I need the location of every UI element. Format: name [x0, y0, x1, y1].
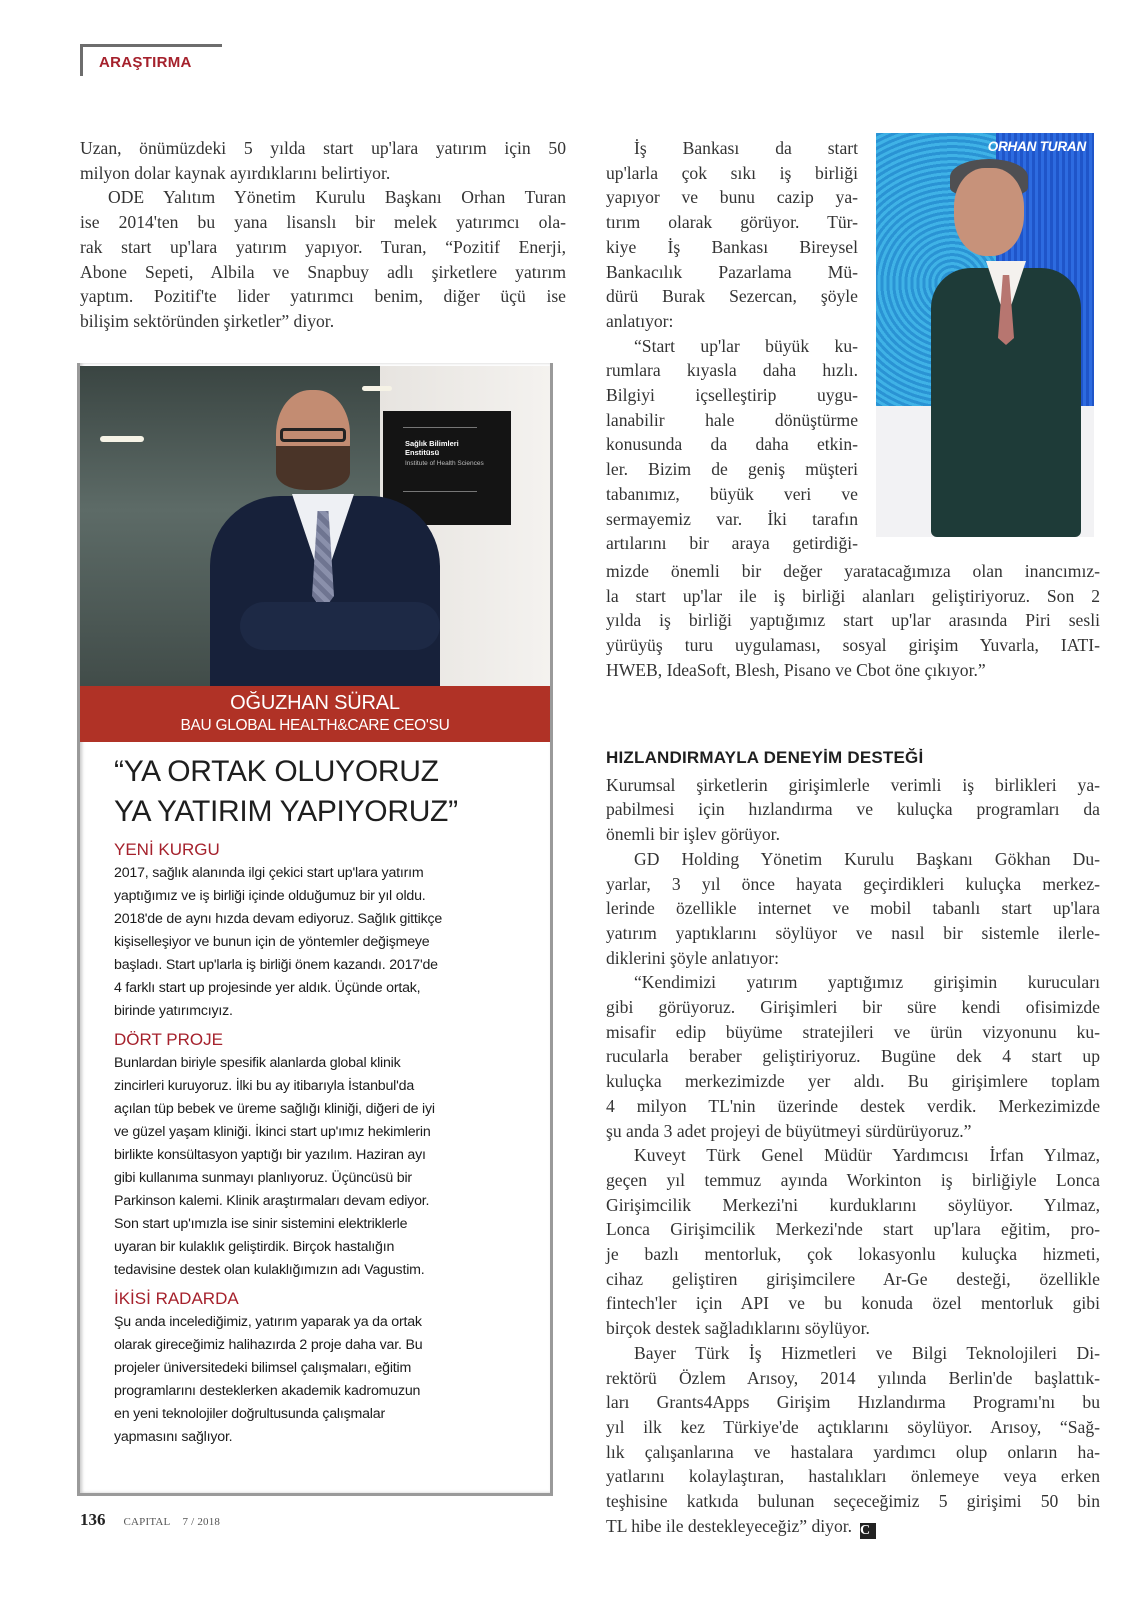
left-column-intro	[80, 136, 566, 334]
text-line: rektörü Özlem Arısoy, 2014 yılında Berlin'de başlattık-	[606, 1367, 1100, 1388]
name-band	[80, 686, 550, 742]
section-label: ARAŞTIRMA	[99, 54, 192, 71]
sign-rule	[403, 491, 477, 492]
page-number: 136	[80, 1510, 106, 1529]
interviewee-name: OĞUZHAN SÜRAL	[230, 692, 400, 714]
text-line: kuluçka merkezimizde yer aldı. Bu girişimlere toplam	[606, 1071, 1100, 1092]
right-column-quote-end	[606, 559, 1100, 683]
text-line: ise 2014'ten bu yana lisanslı bir melek yatırımcı ola-	[80, 212, 566, 233]
section-tag	[80, 44, 222, 76]
text-line: anlatıyor:	[606, 310, 674, 331]
text-line: yarlar, 3 yıl önce hayata geçirdikleri kuluçka merkez-	[606, 873, 1100, 894]
text-line: yaptığımız ve iş birliği içinde olduğumuz bir yıl oldu.	[114, 888, 426, 904]
text-line: 2017, sağlık alanında ilgi çekici start up'lara yatırım	[114, 865, 424, 881]
text-line: Kurumsal şirketlerin girişimlerle verimli iş birlikleri ya-	[606, 774, 1100, 795]
text-line: olarak gireceğimiz halihazırda 2 proje daha var. Bu	[114, 1337, 423, 1353]
text-line: şu anda 3 adet projeyi de büyütmeyi sürdürüyoruz.”	[606, 1120, 972, 1141]
text-line: TL hibe ile destekleyeceğiz” diyor. C	[606, 1514, 1100, 1539]
text-line: yılda iş birliği yaptığımız start up'lar arasında Piri sesli	[606, 610, 1100, 631]
text-line: tedavisine destek olan kulaklığımızın adı Vagustim.	[114, 1262, 425, 1278]
text-line: ları Grants4Apps Girişim Hızlandırma Programı'nı bu	[606, 1392, 1100, 1413]
text-line: önemli bir işlev görüyor.	[606, 824, 780, 845]
text-line: fintech'ler için API ve bu konuda özel mentorluk gibi	[606, 1293, 1100, 1314]
person-figure	[954, 168, 1024, 256]
photo-caption: ORHAN TURAN	[987, 139, 1086, 154]
text-line: Parkinson kalemi. Klinik araştırmaları devam ediyor.	[114, 1193, 430, 1209]
sign-title: Sağlık Bilimleri Enstitüsü	[405, 439, 459, 457]
text-line: ODE Yalıtım Yönetim Kurulu Başkanı Orhan Turan	[108, 187, 566, 208]
text-line: Lonca Girişimcilik Merkezi'nde start up'lara eğitim, pro-	[606, 1219, 1100, 1240]
text-line: ve güzel yaşam kliniği. İkinci start up'ımız hekimlerin	[114, 1124, 431, 1140]
text-line: yaptım. Pozitif'te lider yatırımcı benim, diğer üçü ise	[80, 286, 566, 307]
text-line: lık çalışanlarına ve hastalara yardımcı olup onların ha-	[606, 1441, 1100, 1462]
page-footer	[80, 1510, 220, 1530]
sidebar-subheading: DÖRT PROJE	[114, 1030, 223, 1049]
right-column-accelerator-section	[606, 746, 1100, 1539]
text-line: lanabilir hale dönüştürme	[606, 409, 858, 430]
person-figure	[276, 446, 350, 490]
text-line: “Start up'lar büyük ku-	[634, 335, 858, 356]
ceiling-light	[100, 436, 144, 442]
sidebar-content	[114, 752, 544, 1449]
sidebar-title-line: YA YATIRIM YAPIYORUZ”	[114, 795, 458, 828]
text-line: zincirleri kuruyoruz. İlki bu ay itibarıyla İstanbul'da	[114, 1078, 415, 1094]
text-line: ler. Bizim de geniş müşteri	[606, 459, 858, 480]
text-line: Bayer Türk İş Hizmetleri ve Bilgi Teknolojileri Di-	[634, 1342, 1100, 1363]
sign-subtitle: Institute of Health Sciences	[405, 460, 484, 467]
text-line: dürü Burak Sezercan, şöyle	[606, 286, 858, 307]
text-line: konusunda da daha etkin-	[606, 434, 858, 455]
text-line: yıl ilk kez Türkiye'de açtıklarını söylüyor. Arısoy, “Sağ-	[606, 1416, 1100, 1437]
text-line: 4 milyon TL'nin üzerinde destek verdik. Merkezimizde	[606, 1095, 1100, 1116]
text-line: programlarını desteklerken akademik kadromuzun	[114, 1383, 421, 1399]
interviewee-role: BAU GLOBAL HEALTH&CARE CEO'SU	[180, 717, 450, 734]
sidebar-sections	[114, 838, 544, 1449]
oguzhan-sural-photo	[80, 366, 550, 686]
text-line: cihaz geliştiren girişimcilere Ar-Ge desteği, özellikle	[606, 1268, 1100, 1289]
text-line: yapmasını sağlıyor.	[114, 1429, 233, 1445]
sidebar-subheading: YENİ KURGU	[114, 840, 220, 859]
text-line: Bilgiyi içselleştirip uygu-	[606, 385, 858, 406]
text-line: sermayemiz var. İki tarafın	[606, 508, 858, 529]
sign-rule	[403, 427, 477, 428]
issue-date: 7 / 2018	[182, 1516, 221, 1528]
text-line: up'larla çok sıkı iş birliği	[606, 162, 858, 183]
text-line: Kuveyt Türk Genel Müdür Yardımcısı İrfan Yılmaz,	[634, 1145, 1100, 1166]
sidebar-paragraph	[114, 1311, 544, 1449]
text-line: Bankacılık Pazarlama Mü-	[606, 261, 858, 282]
text-line: 2018'de de aynı hızda devam ediyoruz. Sağlık gittikçe	[114, 911, 443, 927]
text-line: rucularla beraber geliştiriyoruz. Bugüne dek 4 start up	[606, 1046, 1100, 1067]
text-line: gibi kullanıma sunmayı planlıyoruz. Üçüncüsü bir	[114, 1170, 412, 1186]
sidebar-subheading: İKİSİ RADARDA	[114, 1289, 239, 1308]
text-line: misafir edip büyüme stratejileri ve ürün vizyonunu ku-	[606, 1021, 1100, 1042]
text-line: açılan tüp bebek ve üreme sağlığı kliniği, diğeri de iyi	[114, 1101, 435, 1117]
text-line: teşhisine katkıda bulunan seçeceğimiz 5 girişimi 50 bin	[606, 1491, 1100, 1512]
text-line: yatırım yaptıklarını söylüyor ve nasıl bir sistemle ilerle-	[606, 922, 1100, 943]
text-line: İş Bankası da start	[634, 138, 858, 158]
text-line: artılarını bir araya getirdiği-	[606, 533, 858, 554]
text-line: yapıyor ve bunu cazip ya-	[606, 187, 858, 208]
text-line: gibi görüyoruz. Girişimleri bir süre kendi ofisimizde	[606, 997, 1100, 1018]
text-line: birçok destek sağladıklarını söylüyor.	[606, 1318, 870, 1339]
magazine-name: CAPITAL	[123, 1516, 171, 1528]
text-line: yatlarını kolaylaştıran, hastalıkları önlemeye veya erken	[606, 1466, 1100, 1487]
text-line: birlikte konsültasyon yaptığı bir yazılım. Haziran ayı	[114, 1147, 426, 1163]
text-line: Şu anda incelediğimiz, yatırım yaparak ya da ortak	[114, 1314, 422, 1330]
text-line: je bazlı mentorluk, çok lokasyonlu kuluçka hizmeti,	[606, 1244, 1100, 1265]
sidebar-title	[114, 752, 544, 832]
sidebar-title-line: “YA ORTAK OLUYORUZ	[114, 755, 439, 788]
text-line: mizde önemli bir değer yaratacağımıza olan inancımız-	[606, 561, 1100, 581]
text-line: rumlara kıyasla daha hızlı.	[606, 360, 858, 381]
text-line: kiye İş Bankası Bireysel	[606, 236, 858, 257]
text-line: GD Holding Yönetim Kurulu Başkanı Gökhan Du-	[634, 848, 1100, 869]
text-line: diklerini şöyle anlatıyor:	[606, 947, 779, 968]
section-heading: HIZLANDIRMAYLA DENEYİM DESTEĞİ	[606, 748, 924, 767]
text-line: projeler üniversitedeki bilimsel çalışmaları, eğitim	[114, 1360, 412, 1376]
text-line: bilişim sektöründen şirketler” diyor.	[80, 310, 335, 331]
text-line: Son start up'ımızla ise sinir sistemini elektriklerle	[114, 1216, 408, 1232]
text-line: Girişimcilik Merkezi'ni kurduklarını söylüyor. Yılmaz,	[606, 1194, 1100, 1215]
sidebar-paragraph	[114, 862, 544, 1023]
text-line: 4 farklı start up projesinde yer aldık. Üçünde ortak,	[114, 980, 421, 996]
text-line: başladı. Start up'larla iş birliği önem kazandı. 2017'de	[114, 957, 438, 973]
text-line: rak start up'lara yatırım yapıyor. Turan, “Pozitif Enerji,	[80, 236, 566, 257]
text-line: en yeni teknolojiler doğrultusunda çalışmalar	[114, 1406, 385, 1422]
end-of-article-icon: C	[860, 1523, 876, 1539]
text-line: tabanımız, büyük veri ve	[606, 483, 858, 504]
text-line: yürüyüş turu uygulaması, sosyal girişim Yuvarla, IATI-	[606, 635, 1100, 656]
section-body	[606, 773, 1100, 1539]
text-line: geçen yıl temmuz ayında Workinton iş birliğiyle Lonca	[606, 1169, 1100, 1190]
text-line: milyon dolar kaynak ayırdıklarını belirtiyor.	[80, 162, 391, 183]
text-line: HWEB, IdeaSoft, Blesh, Pisano ve Cbot öne çıkıyor.”	[606, 659, 986, 680]
text-line: Bunlardan biriyle spesifik alanlarda global klinik	[114, 1055, 401, 1071]
person-figure	[280, 428, 346, 442]
text-line: tırım olarak görüyor. Tür-	[606, 212, 858, 233]
text-line: “Kendimizi yatırım yaptığımız girişimin kurucuları	[634, 972, 1100, 993]
text-line: Uzan, önümüzdeki 5 yılda start up'lara yatırım için 50	[80, 138, 566, 158]
text-line: la start up'lar ile iş birliği alanları geliştiriyoruz. Son 2	[606, 585, 1100, 606]
text-line: birinde yatırımcıyız.	[114, 1003, 233, 1019]
text-line: uyaran bir kulaklık geliştirdik. Birçok hastalığın	[114, 1239, 395, 1255]
text-line: pabilmesi için hızlandırma ve kuluçka programları da	[606, 799, 1100, 820]
text-line: lerinde özellikle internet ve mobil tabanlı start up'lara	[606, 898, 1100, 919]
text-line: Abone Sepeti, Albila ve Snapbuy adlı şirketlere yatırım	[80, 261, 566, 282]
orhan-turan-photo	[876, 133, 1094, 537]
person-figure	[240, 602, 440, 650]
ceiling-light	[362, 386, 392, 391]
right-column-narrow	[606, 136, 858, 556]
sidebar-paragraph	[114, 1052, 544, 1282]
text-line: kişiselleşiyor ve bunun için de yöntemler değişmeye	[114, 934, 430, 950]
